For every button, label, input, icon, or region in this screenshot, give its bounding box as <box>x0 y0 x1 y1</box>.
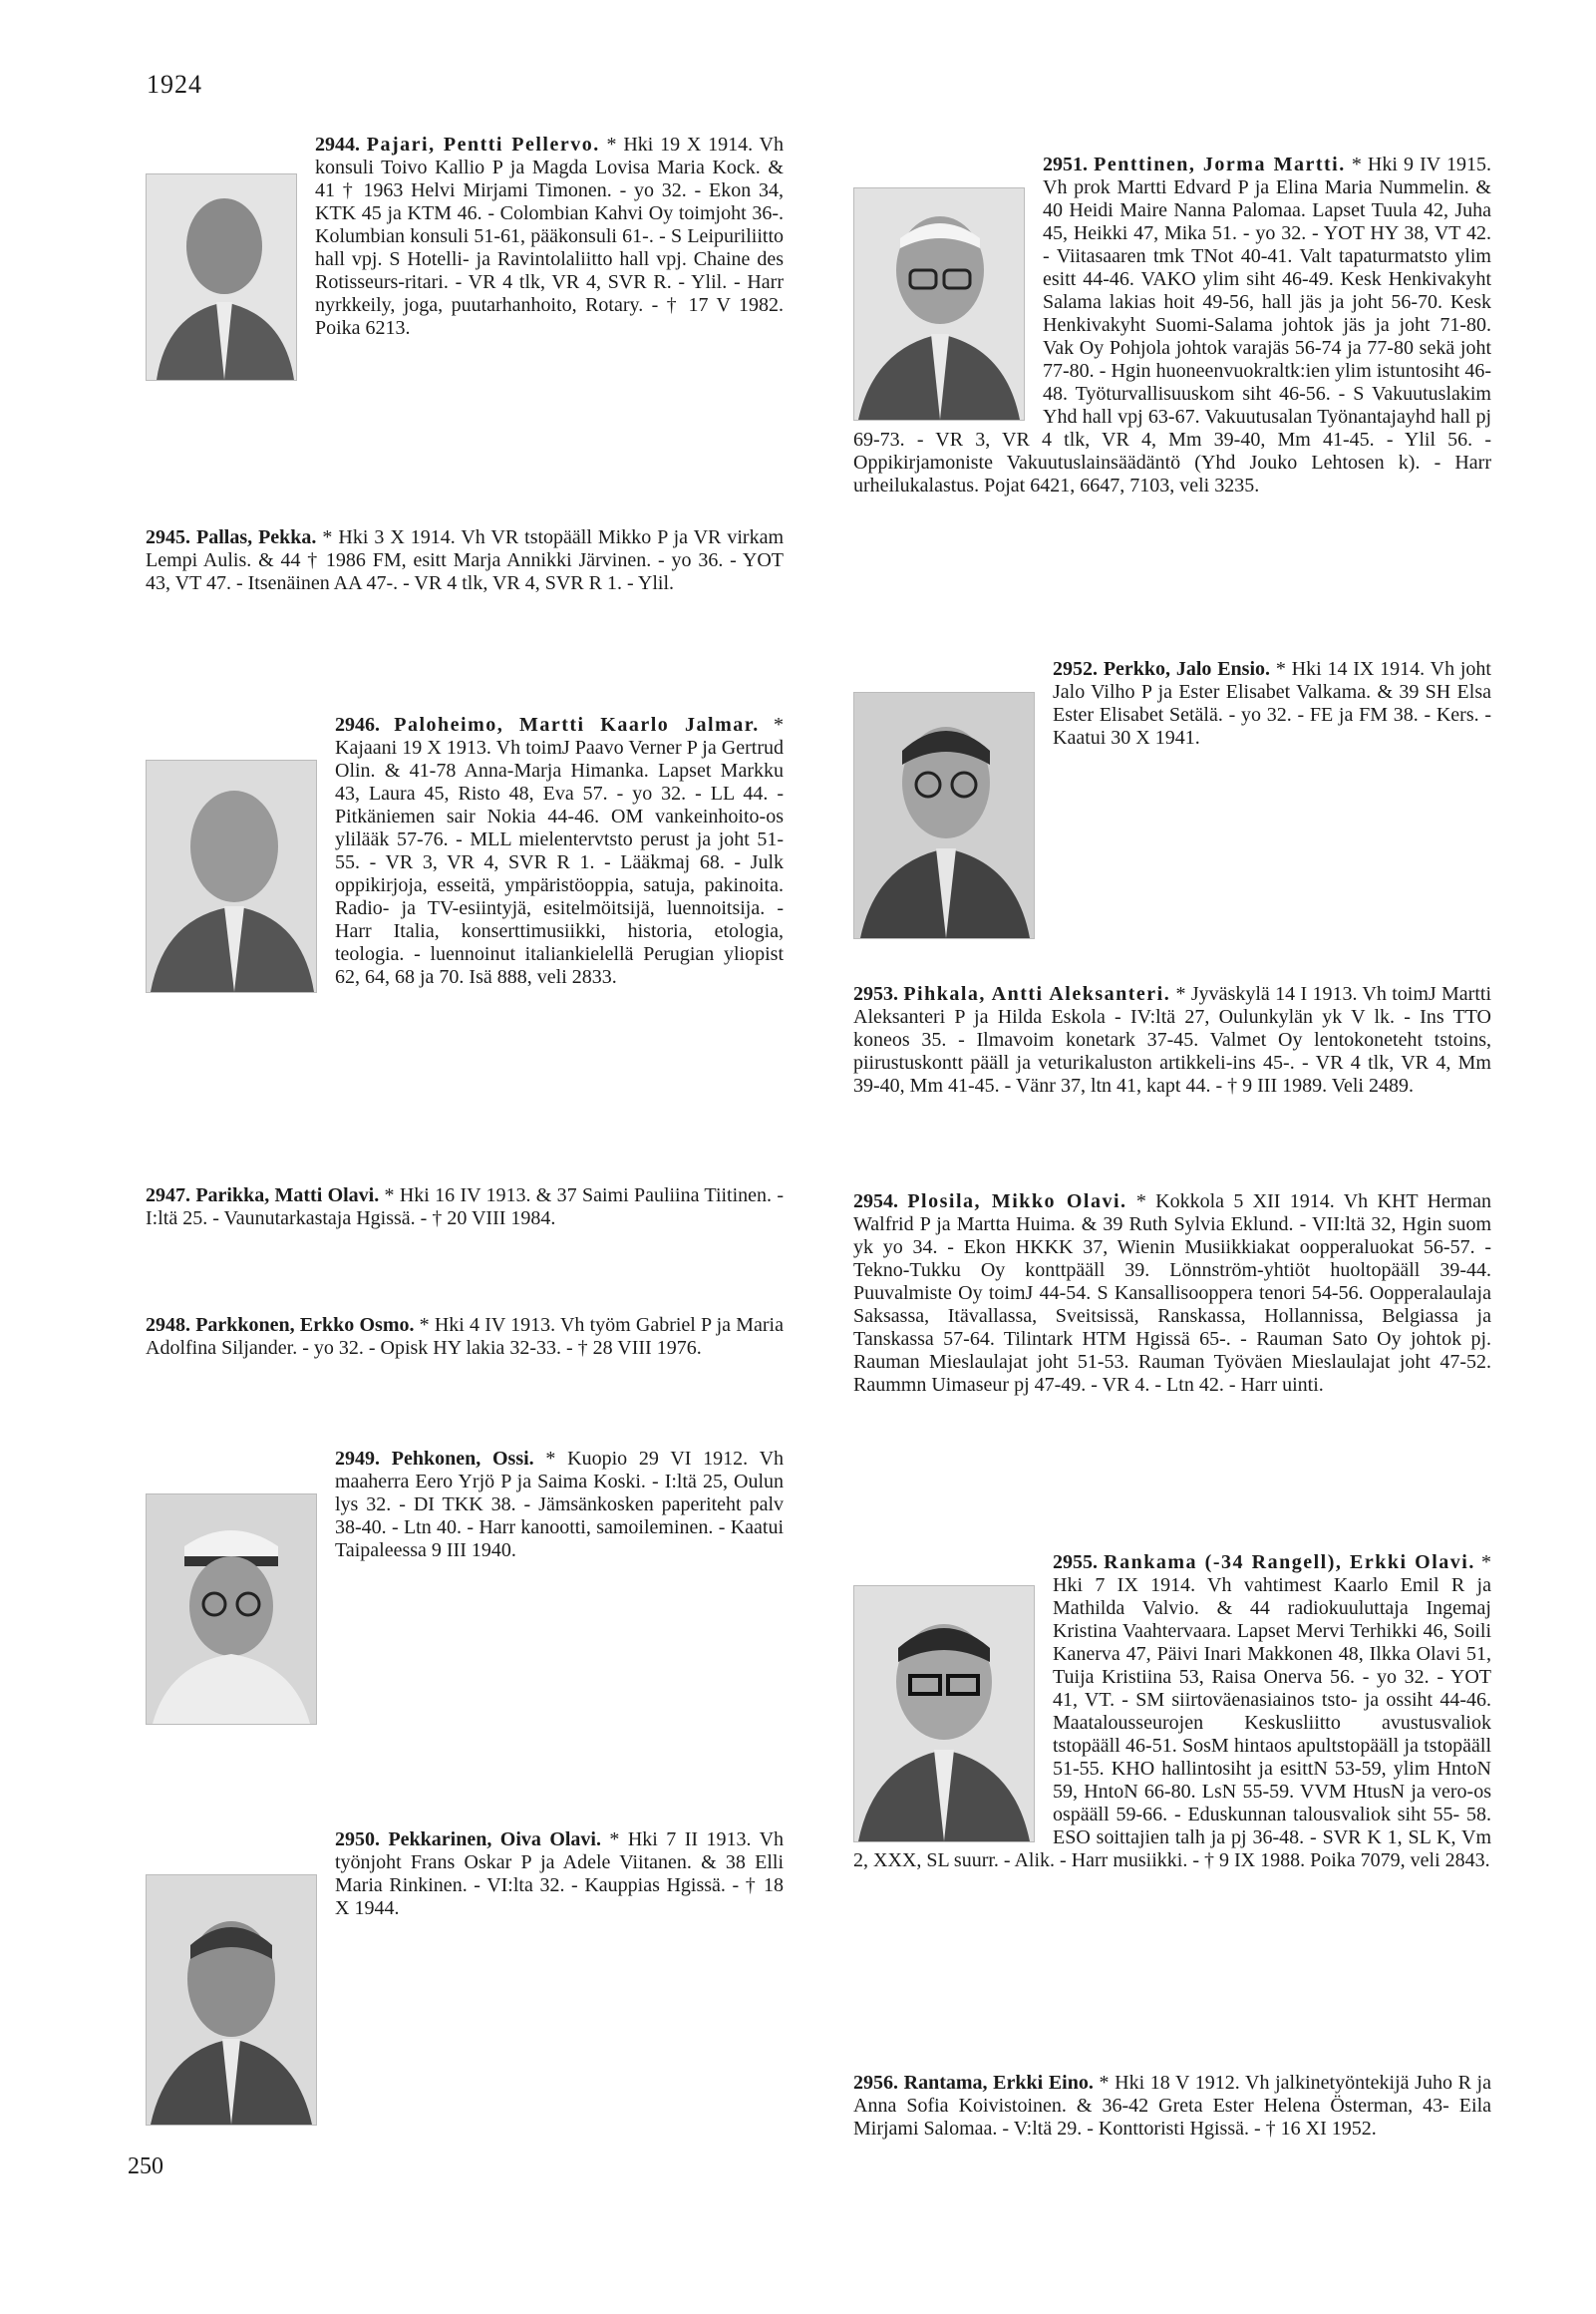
page-year: 1924 <box>147 70 202 99</box>
entry-number: 2951. <box>1043 154 1088 175</box>
entry-name: Rantama, Erkki Eino. <box>903 2072 1094 2094</box>
entry-name: Parikka, Matti Olavi. <box>195 1184 380 1206</box>
page-number: 250 <box>128 2153 163 2179</box>
entry-name: Paloheimo, Martti Kaarlo Jalmar. <box>394 714 760 736</box>
entry-2955 <box>853 1551 1491 1872</box>
portrait-photo <box>146 173 297 381</box>
portrait-photo <box>853 187 1025 421</box>
entry-text: * Kuopio 29 VI 1912. Vh maaherra Eero Yrjö P ja Saima Koski. - I:ltä 25, Oulun lys 32. - DI TKK 38. - Jämsänkosken paperiteht palv 38-40. - Ltn 40. - Harr kanootti, samoileminen. - Kaatui Taipaleessa 9 III 1940. <box>335 1448 785 1561</box>
entry-number: 2950. <box>335 1828 380 1850</box>
entry-2949 <box>146 1448 784 1729</box>
entry-number: 2947. <box>146 1184 190 1206</box>
entry-2954 <box>853 1190 1491 1397</box>
entry-number: 2944. <box>315 134 360 156</box>
entry-name: Pihkala, Antti Aleksanteri. <box>903 983 1171 1005</box>
entry-number: 2946. <box>335 714 380 736</box>
entry-text: * Hki 3 X 1914. Vh VR tstopääll Mikko P ja VR virkam Lempi Aulis. & 44 † 1986 FM, esitt Marja Annikki Järvinen. - yo 36. - YOT 43, VT 47. - Itsenäinen AA 47-. - VR 4 tlk, VR 4, SVR R 1. - Ylil. <box>146 526 785 594</box>
entry-number: 2945. <box>146 526 190 548</box>
entry-2946 <box>146 714 784 997</box>
entry-name: Perkko, Jalo Ensio. <box>1103 658 1271 680</box>
entry-text: * Kokkola 5 XII 1914. Vh KHT Herman Walfrid P ja Martta Huima. & 39 Ruth Sylvia Eklund. - VII:ltä 32, Hgin suom yk yo 34. - Ekon HKKK 37, Wienin Musiikkiakat oopperaluokat 56-57. - Tekno-Tukku Oy konttpääll 39. Lönnström-yhtiöt huoltopääll 39-44. Puuvalmiste Oy toimJ 44-54. S Kansallisooppera tenori 54-56. Oopperalaulaja Saksassa, Itävallassa, Sveitsissä, Ranskassa, Hollannissa, Belgiassa ja Tanskassa 57-64. Tilintark HTM Hgissä 65-. - Rauman Sato Oy johtok pj. Rauman Mieslaulajat joht 51-53. Rauman Työväen Mieslaulajat joht 47-52. Raummn Uimaseur pj 47-49. - VR 4. - Ltn 42. - Harr uinti. <box>853 1190 1491 1396</box>
entry-2948 <box>146 1314 784 1360</box>
entry-name: Parkkonen, Erkko Osmo. <box>195 1314 415 1336</box>
entry-text: * Hki 18 V 1912. Vh jalkinetyöntekijä Juho R ja Anna Sofia Koivistoinen. & 36-42 Greta Ester Helena Österman, 43- Eila Mirjami Salomaa. - V:ltä 29. - Konttoristi Hgissä. - † 16 XI 1952. <box>853 2072 1491 2140</box>
entry-name: Pehkonen, Ossi. <box>391 1448 534 1470</box>
portrait-photo <box>146 1874 317 2126</box>
portrait-photo <box>853 1585 1035 1842</box>
entry-name: Rankama (-34 Rangell), Erkki Olavi. <box>1104 1551 1475 1573</box>
entry-2956 <box>853 2072 1491 2141</box>
entry-text: * Hki 7 IX 1914. Vh vahtimest Kaarlo Emil R ja Mathilda Valvio. & 44 radiokuuluttaja Ingemaj Kristina Vaahtervaara. Lapset Mervi Terhikki 46, Soili Kanerva 47, Päivi Inari Makkonen 48, Ilkka Olavi 51, Tuija Kristiina 53, Raisa Onerva 56. - yo 32. - YOT 41, VT. - SM siirtoväenasiainos tsto- ja ossiht 44-46. Maatalousseurojen Keskusliitto avustusvaliok tstopääll 46-51. SosM hintaos apultstopääll ja tstopääll 51-55. KHO hallintosiht ja esittN 53-59, ylim HntoN 59, HntoN 66-80. LsN 55-59. VVM HtusN ja vero-os ospääll 59-66. - Eduskunnan talousvaliok siht 55- 58. ESO soittajien talh ja pj 36-48. - SVR K 1, SL K, Vm 2, XXX, SL suurr. - Alik. - Harr musiikki. - † 9 IX 1988. Poika 7079, veli 2843. <box>853 1551 1492 1871</box>
entry-text: * Jyväskylä 14 I 1913. Vh toimJ Martti Aleksanteri P ja Hilda Eskola - IV:ltä 27, Oulunkylän yk V lk. - Ins TTO koneos 35. - Ilmavoim konetark 37-45. Valmet Oy lentokoneteht tstoins, piirustuskontt pääll ja veturikaluston artikkeli-ins 45-. - VR 4 tlk, VR 4, Mm 39-40, Mm 41-45. - Vänr 37, ltn 41, kapt 44. - † 9 III 1989. Veli 2489. <box>853 983 1491 1097</box>
entry-2953 <box>853 983 1491 1098</box>
entry-text: * Hki 19 X 1914. Vh konsuli Toivo Kallio P ja Magda Lovisa Maria Kock. & 41 † 1963 Helvi Mirjami Timonen. - yo 32. - Ekon 34, KTK 45 ja KTM 46. - Colombian Kahvi Oy toimjoht 36-. Kolumbian konsuli 51-61, pääkonsuli 61-. - S Leipuriliitto hall vpj. S Hotelli- ja Ravintolaliitto hall vpj. Chaine des Rotisseurs-ritari. - VR 4 tlk, VR 4, SVR R. - Ylil. - Harr nyrkkeily, joga, puutarhanhoito, Rotary. - † 17 V 1982. Poika 6213. <box>315 134 785 339</box>
entry-name: Pekkarinen, Oiva Olavi. <box>388 1828 601 1850</box>
portrait-photo <box>146 1493 317 1725</box>
entry-name: Penttinen, Jorma Martti. <box>1094 154 1346 175</box>
entry-text: * Hki 16 IV 1913. & 37 Saimi Pauliina Tiitinen. - I:ltä 25. - Vaunutarkastaja Hgissä. - † 20 VIII 1984. <box>146 1184 785 1229</box>
entry-name: Plosila, Mikko Olavi. <box>907 1190 1127 1212</box>
entry-text: * Hki 7 II 1913. Vh työnjoht Frans Oskar P ja Adele Viitanen. & 38 Elli Maria Rinkinen. - VI:lta 32. - Kauppias Hgissä. - † 18 X 1944. <box>335 1828 785 1919</box>
entry-2951 <box>853 154 1491 497</box>
entry-2944 <box>146 134 784 385</box>
entry-name: Pajari, Pentti Pellervo. <box>366 134 600 156</box>
entry-name: Pallas, Pekka. <box>195 526 317 548</box>
entry-2950 <box>146 1828 784 2130</box>
entry-number: 2952. <box>1053 658 1098 680</box>
entry-number: 2949. <box>335 1448 380 1470</box>
entry-text: * Hki 4 IV 1913. Vh työm Gabriel P ja Maria Adolfina Siljander. - yo 32. - Opisk HY lakia 32-33. - † 28 VIII 1976. <box>146 1314 784 1359</box>
entry-number: 2954. <box>853 1190 898 1212</box>
entry-number: 2955. <box>1053 1551 1098 1573</box>
entry-text: * Hki 9 IV 1915. Vh prok Martti Edvard P ja Elina Maria Nummelin. & 40 Heidi Maire Nanna Palomaa. Lapset Tuula 42, Juha 45, Heikki 47, Mika 51. - yo 32. - YOT HY 38, VT 42. - Viitasaaren tmk TNot 40-41. Valt tapaturmatsto ylim esitt 44-46. VAKO ylim siht 46-49. Kesk Henkivakyht Salama lakias hoit 49-56, hall jäs ja joht 56-70. Kesk Henkivakyht Suomi-Salama johtok jäs ja joht 71-80. Vak Oy Pohjola johtok varajäs 56-74 ja 77-80 sekä joht 77-80. - Hgin huoneenvuokraltk:ien ylim istuntosiht 46-48. Työturvallisuuskom siht 46-56. - S Vakuutuslakim Yhd hall vpj 63-67. Vakuutusalan Työnantajayhd hall pj 69-73. - VR 3, VR 4 tlk, VR 4, Mm 39-40, Mm 41-45. - Ylil 56. - Oppikirjamoniste Vakuutuslainsäädäntö (Yhd Jouko Lehtosen k). - Harr urheilukalastus. Pojat 6421, 6647, 7103, veli 3235. <box>853 154 1491 496</box>
entry-2952 <box>853 658 1491 943</box>
portrait-photo <box>853 692 1035 939</box>
entry-number: 2948. <box>146 1314 190 1336</box>
entry-2947 <box>146 1184 784 1230</box>
entry-2945 <box>146 526 784 595</box>
entry-number: 2956. <box>853 2072 898 2094</box>
entry-text: * Hki 14 IX 1914. Vh joht Jalo Vilho P ja Ester Elisabet Valkama. & 39 SH Elsa Ester Elisabet Setälä. - yo 32. - FE ja FM 38. - Kers. - Kaatui 30 X 1941. <box>1053 658 1491 749</box>
entry-number: 2953. <box>853 983 898 1005</box>
portrait-photo <box>146 760 317 993</box>
entry-text: * Kajaani 19 X 1913. Vh toimJ Paavo Verner P ja Gertrud Olin. & 41-78 Anna-Marja Himanka. Lapset Markku 43, Laura 45, Risto 48, Eva 57. - yo 32. - LL 44. - Pitkäniemen sair Nokia 44-46. OM vankeinhoito-os ylilääk 57-76. - MLL mielentervtsto perust ja joht 51-55. - VR 3, VR 4, SVR R 1. - Lääkmaj 68. - Julk oppikirjoja, esseitä, ympäristöoppia, satuja, pakinoita. Radio- ja TV-esiintyjä, esitelmöitsijä, luennoitsija. - Harr Italia, konserttimusiikki, historia, etologia, teologia. - luennoinut italiankielellä Perugian yliopist 62, 64, 68 ja 70. Isä 888, veli 2833. <box>335 714 785 988</box>
